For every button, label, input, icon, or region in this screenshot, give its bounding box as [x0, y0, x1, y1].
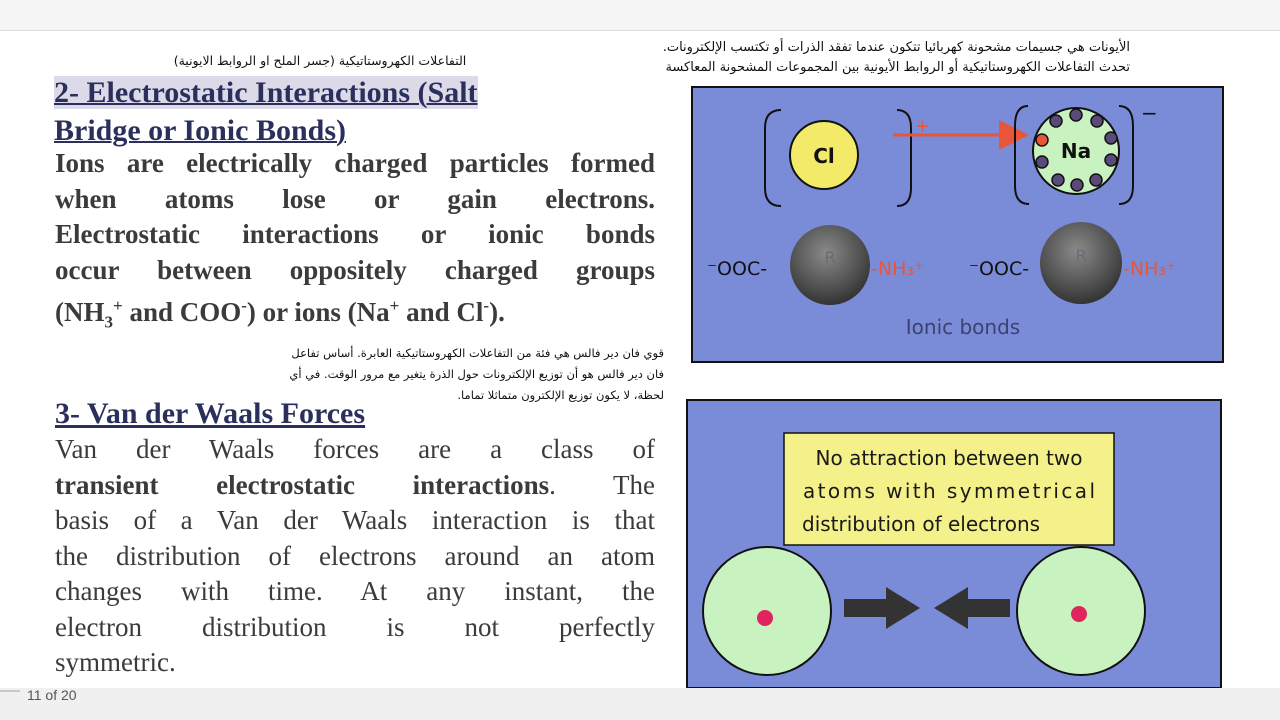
section-3-line: the distribution of electrons around an atom: [55, 540, 655, 571]
ionic-bonds-diagram: [693, 88, 1222, 361]
section-3-body: [55, 432, 655, 681]
arrow-left: [934, 587, 1010, 629]
section-2-body: [55, 146, 655, 332]
box-line-2: atoms with symmetrical: [803, 479, 1095, 503]
ionic-bonds-figure: [691, 86, 1224, 363]
cl-label: Cl: [813, 144, 835, 168]
section-3-line: changes with time. At any instant, the: [55, 576, 655, 606]
arabic-vdw-line-2: فان دير فالس هو أن توزيع الإلكترونات حول الذرة يتغير مع مرور الوقت. في أي: [289, 367, 664, 381]
section-3-line: Van der Waals forces are a class of: [55, 434, 655, 464]
plus-charge: +: [915, 116, 931, 137]
section-2-line: occur between oppositely charged groups: [55, 254, 655, 285]
electron: [1091, 115, 1103, 127]
cl-right-bracket: [897, 110, 911, 206]
section-3-line: basis of a Van der Waals interaction is that: [55, 505, 655, 535]
section-3-heading-text: 3- Van der Waals Forces: [55, 397, 366, 430]
right-carboxyl-group: ⁻OOC-: [969, 258, 1030, 280]
section-3-line: symmetric.: [55, 647, 176, 677]
arabic-vdw-line-3: لحظة، لا يكون توزيع الإلكترون متماثلا تماما.: [457, 388, 664, 402]
page-indicator: 11 of 20: [27, 687, 77, 703]
left-nucleus: [757, 610, 773, 626]
electron: [1071, 179, 1083, 191]
section-2-line: Ions are electrically charged particles formed: [55, 148, 655, 178]
viewer-footer: [0, 688, 1280, 720]
box-line-1: No attraction between two: [815, 446, 1083, 470]
arabic-section-subtitle: التفاعلات الكهروستاتيكية (جسر الملح او الروابط الايونية): [173, 53, 467, 68]
box-line-3: distribution of electrons: [802, 512, 1041, 536]
viewer-toolbar: [0, 0, 1280, 31]
right-nucleus: [1071, 606, 1087, 622]
electron: [1070, 109, 1082, 121]
section-2-line: Electrostatic interactions or ionic bonds: [55, 219, 655, 249]
arrow-right: [844, 587, 920, 629]
section-2-formula-line: ($NH_3^+$ and COO-) or ions (Na+ and Cl-).: [55, 296, 505, 332]
ionic-bonds-caption: Ionic bonds: [905, 315, 1021, 339]
section-3-line: electron distribution is not perfectly: [55, 611, 655, 642]
left-carboxyl-group: ⁻OOC-: [707, 258, 768, 280]
electron: [1090, 174, 1102, 186]
electron: [1105, 154, 1117, 166]
section-2-line: when atoms lose or gain electrons.: [55, 183, 655, 214]
section-2-heading-line-2: Bridge or Ionic Bonds): [54, 114, 346, 147]
na-left-bracket: [1015, 106, 1029, 204]
na-label: Na: [1060, 139, 1092, 163]
arabic-note-ions: [570, 38, 1130, 78]
section-2-heading: [54, 74, 564, 150]
arabic-note-line-1: الأيونات هي جسيمات مشحونة كهربائيا تتكون عندما تفقد الذرات أو تكتسب الإلكترونات.: [662, 40, 1130, 55]
electron: [1105, 132, 1117, 144]
minus-charge: −: [1141, 101, 1158, 125]
right-amine-group: -NH₃⁺: [1123, 258, 1177, 280]
left-amine-group: -NH₃⁺: [871, 258, 925, 280]
electron: [1052, 174, 1064, 186]
electron: [1036, 156, 1048, 168]
vdw-diagram: [688, 401, 1220, 687]
left-r-label: R: [824, 248, 836, 267]
section-3-heading: [55, 395, 475, 433]
right-r-label: R: [1075, 246, 1087, 265]
na-right-bracket: [1119, 106, 1133, 204]
arabic-vdw-line-1: قوي فان دير فالس هي فئة من التفاعلات الكهروستاتيكية العابرة. أساس تفاعل: [291, 346, 664, 360]
electron: [1050, 115, 1062, 127]
vdw-figure: [686, 399, 1222, 689]
electron: [1036, 134, 1048, 146]
section-2-heading-line-1: 2- Electrostatic Interactions (Salt: [54, 76, 478, 109]
footer-divider: [0, 690, 20, 692]
section-3-line-bold: transient electrostatic interactions. The: [55, 469, 655, 500]
arabic-note-line-2: تحدث التفاعلات الكهروستاتيكية أو الروابط الأيونية بين المجموعات المشحونة المعاكسة: [665, 60, 1130, 75]
cl-left-bracket: [765, 110, 781, 206]
